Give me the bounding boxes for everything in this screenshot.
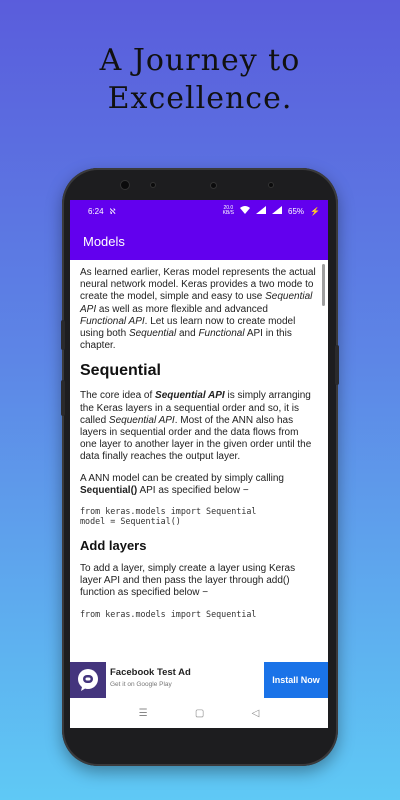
text-run: . Most of the ANN also has layers in sequential order and the data flows from one layer to another layer in the given order until the data finally reaches the output layer.	[80, 414, 312, 463]
text-run: API in this chapter.	[80, 328, 292, 352]
section-heading-sequential: Sequential	[80, 362, 161, 380]
text-run: is simply arranging the Keras layers in a sequential order and so, it is called	[80, 390, 311, 426]
sensor-icon	[150, 182, 156, 188]
recents-icon[interactable]: ☰	[138, 707, 148, 719]
page-title: Models	[83, 233, 125, 249]
ad-text	[106, 662, 264, 698]
intro-paragraph	[80, 267, 316, 352]
battery-level: 65%	[288, 206, 305, 216]
back-icon[interactable]: ◁	[251, 707, 260, 719]
navigation-bar	[70, 698, 328, 728]
app-bar	[70, 222, 328, 260]
text-run: Sequential API	[108, 414, 175, 426]
headline-line-2: Excellence.	[107, 81, 293, 116]
text-run: API as specified below −	[137, 484, 249, 496]
home-icon[interactable]: ▢	[194, 707, 205, 719]
ad-subtitle: Get it on Google Play	[110, 681, 172, 688]
ad-banner[interactable]	[70, 662, 328, 698]
sequential-paragraph	[80, 390, 316, 463]
volume-button-2	[61, 380, 65, 416]
text-run: Functional	[198, 328, 245, 340]
add-layers-paragraph	[80, 563, 316, 600]
install-now-button[interactable]: Install Now	[264, 662, 328, 698]
phone-screen	[70, 200, 328, 728]
text-run: Sequential()	[80, 484, 138, 496]
status-time: 6:24	[88, 206, 104, 216]
text-run: Sequential	[128, 328, 177, 340]
network-speed	[223, 206, 234, 216]
sensor-icon-2	[268, 182, 274, 188]
front-camera-icon	[120, 180, 130, 190]
text-run: as well as more flexible and advanced	[96, 303, 268, 315]
messenger-icon	[70, 662, 106, 698]
charging-icon: ⚡	[310, 206, 320, 216]
signal-icon-2	[272, 206, 282, 216]
headline-line-1: A Journey to	[99, 43, 301, 78]
signal-icon	[256, 206, 266, 216]
text-run: As learned earlier, Keras model represents the actual neural network model. Keras provides a two mode to create the model, simple and easy to use	[80, 267, 316, 303]
text-run: and	[176, 328, 199, 340]
article-content[interactable]	[70, 260, 328, 662]
front-camera-icon-2	[210, 182, 217, 189]
code-block: from keras.models import Sequential model = Sequential()	[80, 506, 257, 527]
text-run: Sequential API	[80, 291, 313, 315]
text-run: Functional API	[80, 315, 145, 327]
notification-icon: ℵ	[109, 206, 116, 216]
text-run: Sequential API	[155, 390, 225, 402]
network-speed-unit: KB/S	[222, 210, 235, 216]
ann-paragraph	[80, 473, 316, 497]
text-run: A ANN model can be created by simply calling	[80, 472, 284, 484]
ad-title: Facebook Test Ad	[110, 667, 191, 678]
text-run: The core idea of	[80, 390, 156, 402]
text-run: To add a layer, simply create a layer using Keras layer API and then pass the layer through add() function as specified below −	[80, 563, 296, 599]
scrollbar[interactable]	[322, 264, 325, 306]
network-speed-value: 20.0	[223, 205, 234, 211]
section-heading-add-layers: Add layers	[80, 538, 147, 554]
wifi-icon	[240, 206, 250, 216]
code-block-2: from keras.models import Sequential	[80, 608, 257, 619]
volume-button	[61, 320, 65, 350]
promo-headline	[0, 42, 400, 118]
power-button	[335, 345, 339, 385]
status-bar	[70, 200, 328, 222]
text-run: . Let us learn now to create model using both	[80, 315, 296, 340]
